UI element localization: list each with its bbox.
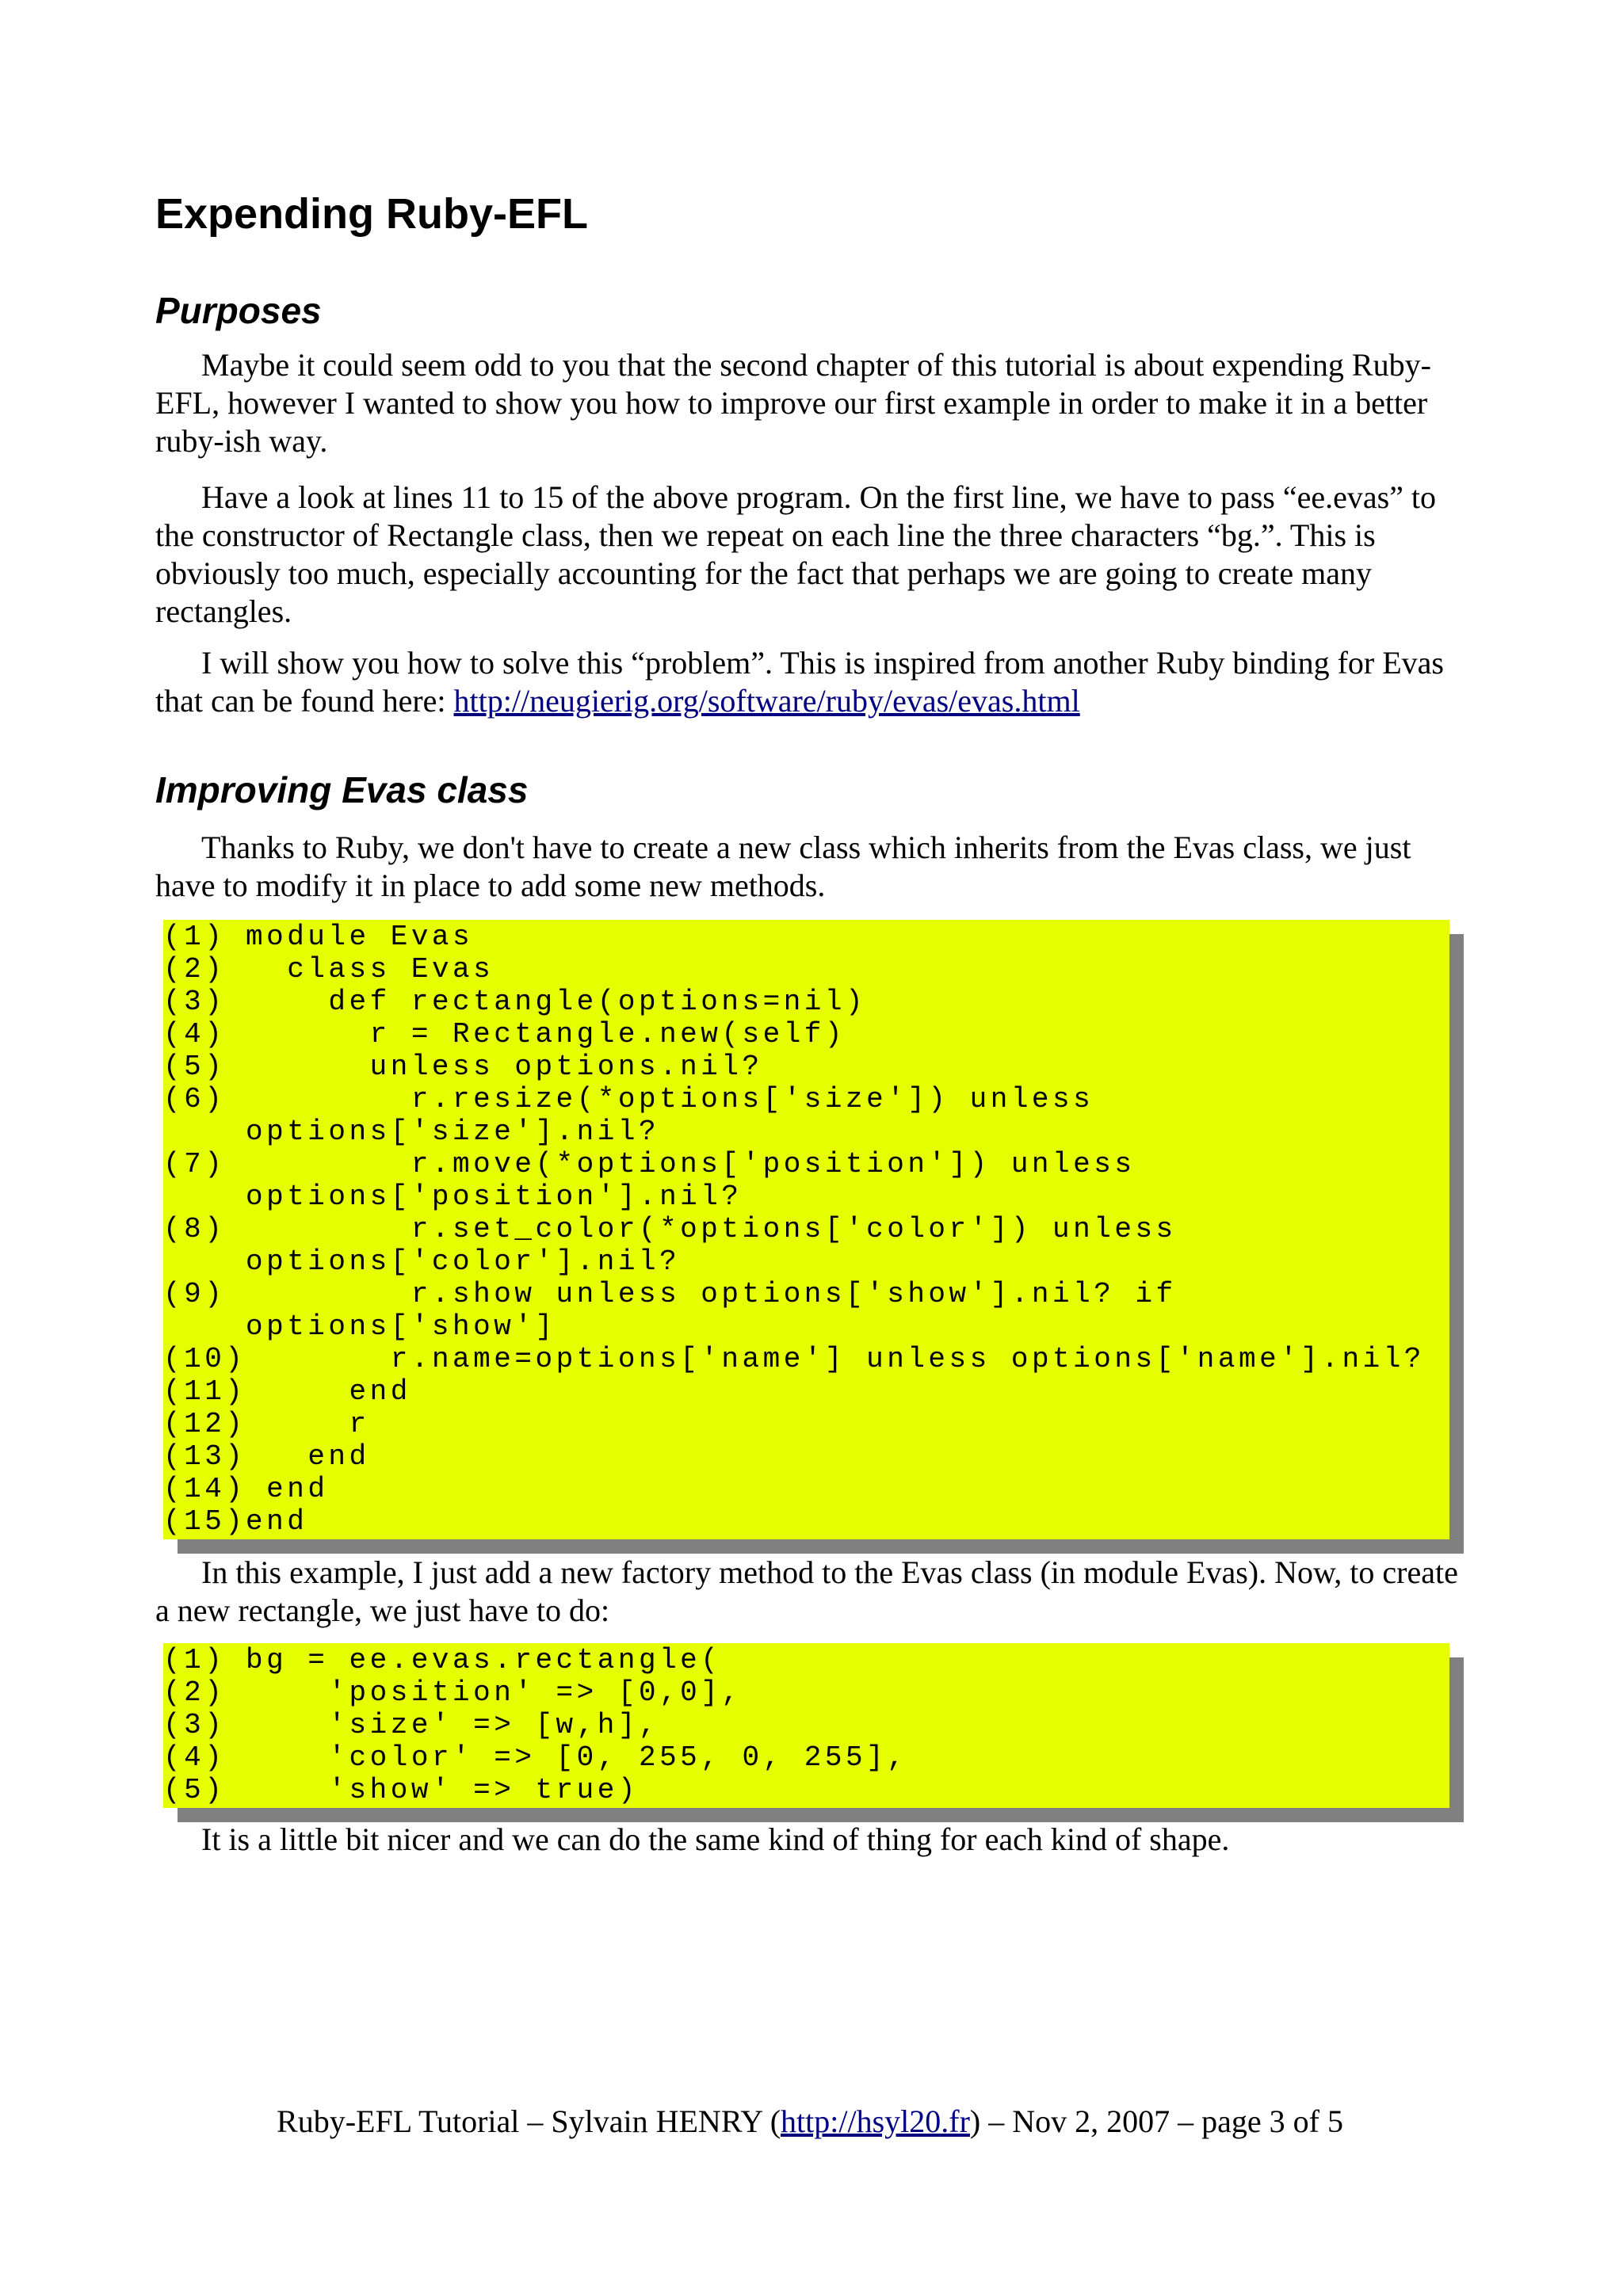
code-line-number: (10) xyxy=(163,1343,246,1375)
code-line-text: end xyxy=(246,1473,329,1505)
code-line-number: (11) xyxy=(163,1375,246,1408)
paragraph: Have a look at lines 11 to 15 of the above program. On the first line, we have to pass “ee.evas” to the constructor of Rectangle class, then we repeat on each line the three characters “bg.”. This is obviously too much, especially accounting for the fact that perhaps we are going to create many rectangles. xyxy=(155,479,1437,629)
code-line-continuation xyxy=(163,1245,1449,1278)
code-line-text: end xyxy=(246,1375,411,1408)
code-line xyxy=(163,1408,1449,1440)
code-line-text: options['color'].nil? xyxy=(246,1245,681,1278)
code-line xyxy=(163,953,1449,986)
code-line xyxy=(163,1148,1449,1180)
paragraph: Thanks to Ruby, we don't have to create a new class which inherits from the Evas class, we just have to modify it in place to add some new methods. xyxy=(155,830,1411,903)
code-line-number-blank xyxy=(163,1310,246,1343)
code-block xyxy=(163,1643,1449,1808)
code-line-number-blank xyxy=(163,1180,246,1213)
code-line-number: (1) xyxy=(163,921,226,953)
code-line xyxy=(163,1774,1449,1806)
code-line-number: (4) xyxy=(163,1741,226,1774)
code-line xyxy=(163,1644,1449,1676)
author-site-link[interactable]: http://hsyl20.fr xyxy=(781,2103,970,2139)
code-line-continuation xyxy=(163,1180,1449,1213)
code-line xyxy=(163,1440,1449,1473)
code-line xyxy=(163,1051,1449,1083)
code-line xyxy=(163,1018,1449,1051)
code-line-number: (1) xyxy=(163,1644,226,1676)
code-line-text: class Evas xyxy=(246,953,495,986)
code-line-text: r.set_color(*options['color']) unless xyxy=(246,1213,1177,1245)
code-line xyxy=(163,1278,1449,1310)
code-line xyxy=(163,1741,1449,1774)
code-line-number: (2) xyxy=(163,953,226,986)
code-line-text: bg = ee.evas.rectangle( xyxy=(246,1644,722,1676)
code-line-text: 'position' => [0,0], xyxy=(246,1676,743,1709)
code-line-text: 'size' => [w,h], xyxy=(246,1709,660,1741)
code-line-text: options['size'].nil? xyxy=(246,1116,660,1148)
page-title: Expending Ruby-EFL xyxy=(155,190,588,238)
code-line-number: (15) xyxy=(163,1505,246,1538)
code-line xyxy=(163,1375,1449,1408)
code-line xyxy=(163,1709,1449,1741)
paragraph: I will show you how to solve this “problem”. This is inspired from another Ruby binding for Evas that can be found here: http://neugierig.org/software/ruby/evas/evas.html xyxy=(155,645,1444,719)
code-line-text: 'show' => true) xyxy=(246,1774,639,1806)
code-line-continuation xyxy=(163,1310,1449,1343)
code-line xyxy=(163,1343,1449,1375)
code-line-number: (3) xyxy=(163,1709,226,1741)
code-line-number: (7) xyxy=(163,1148,226,1180)
code-line xyxy=(163,1083,1449,1116)
section-heading-improving-evas: Improving Evas class xyxy=(155,769,529,810)
code-line-number: (14) xyxy=(163,1473,246,1505)
section-heading-purposes: Purposes xyxy=(155,290,322,331)
code-line-number: (5) xyxy=(163,1774,226,1806)
code-line xyxy=(163,921,1449,953)
code-line xyxy=(163,986,1449,1018)
code-line-number: (8) xyxy=(163,1213,226,1245)
code-line-text: r = Rectangle.new(self) xyxy=(246,1018,846,1051)
code-line xyxy=(163,1676,1449,1709)
code-line-text: 'color' => [0, 255, 0, 255], xyxy=(246,1741,908,1774)
code-line-number-blank xyxy=(163,1116,246,1148)
code-line-number: (12) xyxy=(163,1408,246,1440)
code-line-number: (5) xyxy=(163,1051,226,1083)
code-line-number: (9) xyxy=(163,1278,226,1310)
code-line-text: r xyxy=(246,1408,370,1440)
code-line-text: module Evas xyxy=(246,921,474,953)
code-line-number: (3) xyxy=(163,986,226,1018)
page-footer: Ruby-EFL Tutorial – Sylvain HENRY (http://hsyl20.fr) – Nov 2, 2007 – page 3 of 5 xyxy=(277,2103,1343,2139)
code-line-number: (4) xyxy=(163,1018,226,1051)
code-line-number-blank xyxy=(163,1245,246,1278)
code-line xyxy=(163,1505,1449,1538)
code-line xyxy=(163,1213,1449,1245)
code-line-text: end xyxy=(246,1440,370,1473)
code-line-text: r.resize(*options['size']) unless xyxy=(246,1083,1094,1116)
code-block xyxy=(163,920,1449,1539)
paragraph: It is a little bit nicer and we can do the same kind of thing for each kind of shape. xyxy=(201,1821,1230,1857)
code-line-text: unless options.nil? xyxy=(246,1051,763,1083)
code-line-text: end xyxy=(246,1505,308,1538)
paragraph: Maybe it could seem odd to you that the second chapter of this tutorial is about expending Ruby-EFL, however I wanted to show you how to improve our first example in order to make it in a better ruby-ish way. xyxy=(155,347,1431,459)
code-line-continuation xyxy=(163,1116,1449,1148)
code-line xyxy=(163,1473,1449,1505)
code-line-number: (13) xyxy=(163,1440,246,1473)
code-line-text: def rectangle(options=nil) xyxy=(246,986,867,1018)
paragraph: In this example, I just add a new factory method to the Evas class (in module Evas). Now, to create a new rectangle, we just have to do: xyxy=(155,1554,1458,1628)
code-line-number: (6) xyxy=(163,1083,226,1116)
code-line-text: options['show'] xyxy=(246,1310,556,1343)
code-line-text: r.show unless options['show'].nil? if xyxy=(246,1278,1177,1310)
code-line-text: r.move(*options['position']) unless xyxy=(246,1148,1136,1180)
evas-binding-link[interactable]: http://neugierig.org/software/ruby/evas/evas.html xyxy=(453,683,1080,719)
code-line-text: r.name=options['name'] unless options['name'].nil? xyxy=(246,1343,1425,1375)
code-line-text: options['position'].nil? xyxy=(246,1180,743,1213)
code-line-number: (2) xyxy=(163,1676,226,1709)
